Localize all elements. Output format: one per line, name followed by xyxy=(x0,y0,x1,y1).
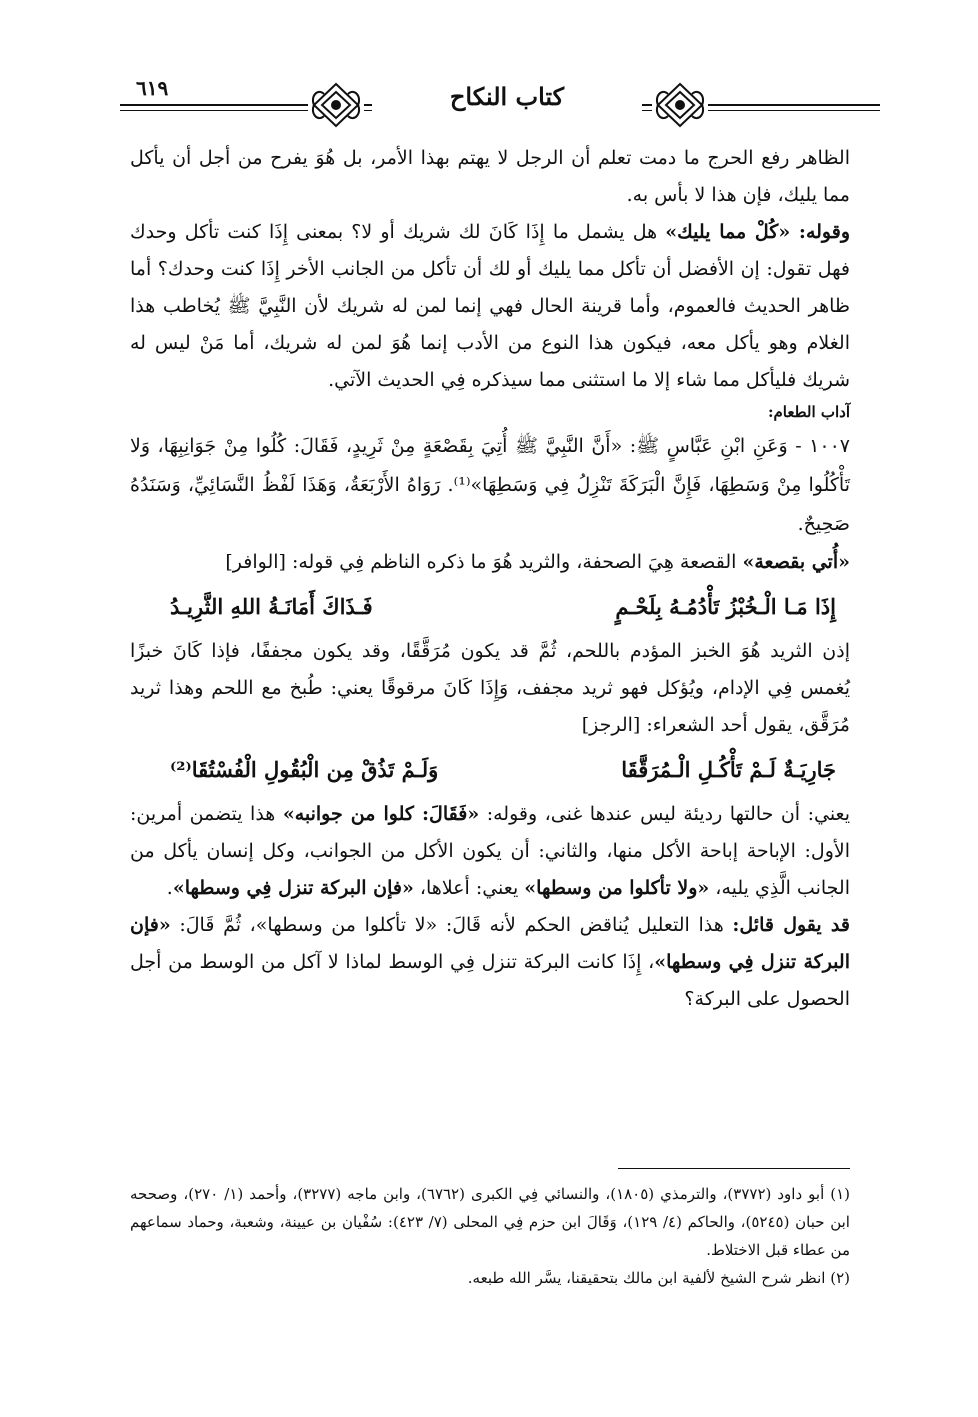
ornament-icon xyxy=(308,80,364,130)
paragraph: الظاهر رفع الحرج ما دمت تعلم أن الرجل لا يهتم بهذا الأمر، بل هُوَ يفرح من أجل أن يأكل مما يليك، فإن هذا لا بأس به. xyxy=(130,147,850,206)
page-header xyxy=(120,74,880,132)
paragraph-text: يعني: أعلاها، xyxy=(413,877,525,899)
footnote: (١) أبو داود (٣٧٧٢)، والترمذي (١٨٠٥)، والنسائي فِي الكبرى (٦٧٦٢)، وابن ماجه (٣٢٧٧)، وأحمد (١/ ٢٧٠)، وصححه ابن حبان (٥٢٤٥)، والحاكم (٤/ ١٢٩)، وَقَالَ ابن حزم فِي المحلى (٧/ ٤٢٣): سُفْيان بن عيينة، وشعبة، وحماد سماعهم من عطاء قبل الاختلاط. xyxy=(130,1185,851,1259)
paragraph-text: القصعة هِيَ الصحفة، والثريد هُوَ ما ذكره الناظم فِي قوله: [الوافر] xyxy=(225,551,743,573)
paragraph-text: هذا التعليل يُناقض الحكم لأنه قَالَ: «لا تأكلوا من وسطها»، ثُمَّ قَالَ: xyxy=(170,914,733,936)
section-title: آداب الطعام: xyxy=(767,403,850,421)
quoted-phrase: «ولا تأكلوا من وسطها» xyxy=(524,877,710,899)
paragraph xyxy=(130,907,850,1018)
page-body xyxy=(130,140,850,1018)
quoted-phrase: «فَقَالَ: كلوا من جوانبه» xyxy=(282,803,480,825)
paragraph xyxy=(130,544,850,581)
hadith-text: ١٠٠٧ - وَعَنِ ابْنِ عَبَّاسٍ ﷺ: «أَنَّ النَّبِيَّ ﷺ أُتِيَ بِقَصْعَةٍ مِنْ ثَرِيدٍ، فَقَالَ: كُلُوا مِنْ جَوَانِبِهَا، وَلا تَأْكُلُوا مِنْ وَسَطِهَا، فَإِنَّ الْبَرَكَةَ تَنْزِلُ فِي وَسَطِهَا»⁽¹⁾. رَوَاهُ الأَرْبَعَةُ، وَهَذَا لَفْظُ النَّسَائِيِّ، وَسَنَدُهُ صَحِيحٌ. xyxy=(130,435,851,535)
book-title: كتاب النكاح xyxy=(372,82,642,111)
footnotes xyxy=(130,1180,850,1292)
quoted-phrase: وقوله: «كُلْ مما يليك» xyxy=(665,221,850,243)
verse-first-half: إِذَا مَـا الْـخُبْزُ تَأْدُمُـهُ بِلَحْـمٍ xyxy=(615,594,836,619)
paragraph-lead: قد يقول قائل: xyxy=(732,914,850,936)
footnote-separator xyxy=(618,1168,850,1169)
paragraph-text: هذا يتضمن أمرين: الأول: الإباحة إباحة الأكل منها، والثاني: أن يكون الأكل من الجوانب، وكل إنسان يأكل من الجانب الَّذِي يليه، xyxy=(130,803,850,899)
verse-second-half: فَـذَاكَ أَمَانَـةُ اللهِ الثَّرِيـدُ xyxy=(170,594,373,619)
paragraph-text: يعني: أن حالتها رديئة ليس عندها غنى، وقوله: xyxy=(479,803,851,825)
paragraph-text: هل يشمل ما إِذَا كَانَ لك شريك أو لا؟ بمعنى إِذَا كنت تأكل وحدك فهل تقول: إن الأفضل أن تأكل مما يليك أو لك أن تأكل من الجانب الأخر إِذَا كنت وحدك؟ أما ظاهر الحديث فالعموم، وأما قرينة الحال فهي إنما لمن له شريك لأن النَّبِيَّ ﷺ يُخاطب هذا الغلام وهو يأكل معه، فيكون هذا النوع من الأدب إنما هُوَ لمن له شريك، أما مَنْ ليس له شريك فليأكل مما شاء إلا ما استثنى مما سيذكره فِي الحديث الآتي. xyxy=(130,221,850,391)
quoted-phrase: «فإن البركة تنزل فِي وسطها» xyxy=(172,877,414,899)
paragraph-text: . xyxy=(166,877,173,899)
poem-verse xyxy=(130,585,850,629)
ornament-icon xyxy=(652,80,708,130)
paragraph: إذن الثريد هُوَ الخبز المؤدم باللحم، ثُمَّ قد يكون مُرَقَّقًا، وقد يكون مجففًا، فإذا كَانَ خبزًا يُغمس فِي الإدام، ويُؤكل فهو ثريد مجفف، وَإِذَا كَانَ مرقوقًا يعني: طُبخ مع اللحم وهذا ثريد مُرَقَّق، يقول أحد الشعراء: [الرجز] xyxy=(130,640,850,736)
poem-verse xyxy=(130,748,850,792)
verse-first-half: جَارِيَـةٌ لَـمْ تَأْكُـلِ الْـمُرَقَّقَا xyxy=(621,757,836,782)
quoted-phrase: «أُتي بقصعة» xyxy=(742,551,850,573)
quoted-phrase: «فإن البركة تنزل فِي وسطها» xyxy=(130,914,850,973)
verse-second-half: وَلَـمْ تَذُقْ مِن الْبُقُولِ الْفُسْتُقَا⁽²⁾ xyxy=(170,757,439,782)
paragraph xyxy=(130,214,850,399)
footnote: (٢) انظر شرح الشيخ لألفية ابن مالك بتحقيقنا، يسَّر الله طبعه. xyxy=(467,1269,850,1287)
paragraph xyxy=(130,796,850,907)
paragraph-text: ، إِذَا كانت البركة تنزل فِي الوسط لماذا لا آكل من الوسط من أجل الحصول على البركة؟ xyxy=(130,951,850,1010)
page-number: ٦١٩ xyxy=(130,76,174,100)
